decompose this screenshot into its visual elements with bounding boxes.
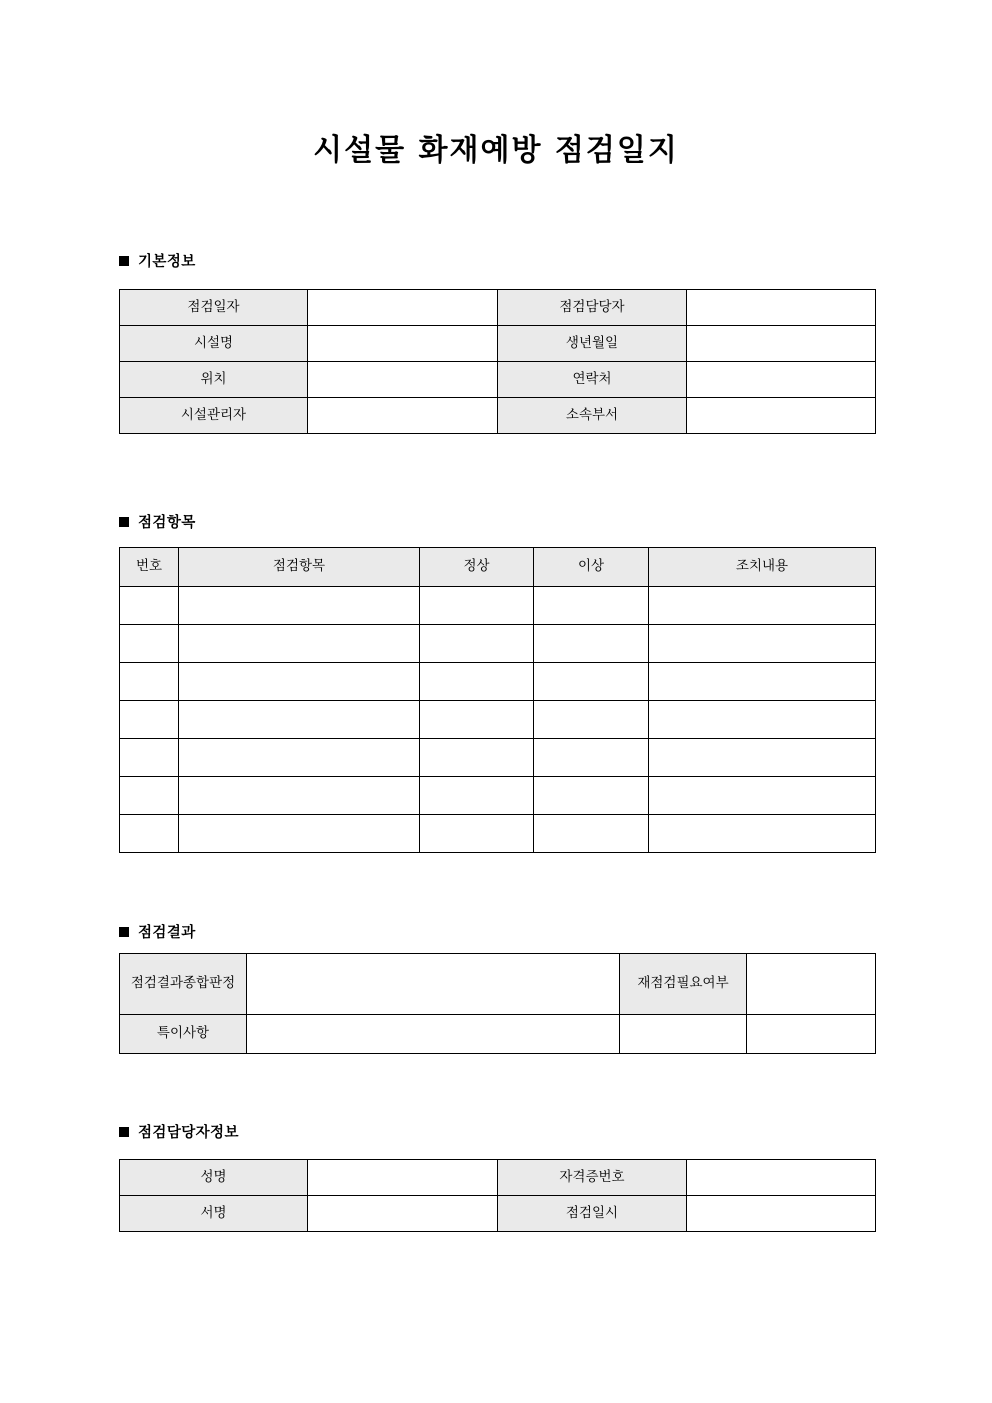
table-row [120, 362, 876, 398]
table-row [120, 954, 876, 1015]
value-facility-name[interactable] [308, 326, 498, 362]
section-heading-inspection-items [119, 511, 196, 532]
value-overall-judgement[interactable] [247, 954, 620, 1015]
table-row [120, 625, 876, 663]
value-contact[interactable] [687, 362, 876, 398]
value-inspection-date[interactable] [308, 290, 498, 326]
cell-normal[interactable] [420, 777, 534, 815]
cell-abnormal[interactable] [534, 587, 649, 625]
cell-no[interactable] [120, 777, 179, 815]
section-heading-label: 점검결과 [138, 925, 196, 941]
cell-no[interactable] [120, 815, 179, 853]
column-header-abnormal: 이상 [534, 548, 649, 587]
table-row [120, 1160, 876, 1196]
table-row [120, 326, 876, 362]
cell-no[interactable] [120, 701, 179, 739]
filled-square-icon [119, 517, 129, 527]
section-heading-label: 기본정보 [138, 254, 196, 270]
section-heading-inspector-info [119, 1121, 239, 1142]
label-inspection-date: 점검일자 [120, 290, 308, 326]
cell-no[interactable] [120, 587, 179, 625]
label-recheck-required: 재점검필요여부 [620, 954, 747, 1015]
inspector-info-table [119, 1159, 876, 1232]
value-department[interactable] [687, 398, 876, 434]
basic-info-table [119, 289, 876, 434]
cell-abnormal[interactable] [534, 777, 649, 815]
table-row [120, 290, 876, 326]
cell-action[interactable] [649, 815, 876, 853]
label-birth-date: 생년월일 [498, 326, 687, 362]
cell-item[interactable] [179, 663, 420, 701]
column-header-normal: 정상 [420, 548, 534, 587]
value-inspection-datetime[interactable] [687, 1196, 876, 1232]
cell-abnormal[interactable] [534, 663, 649, 701]
label-remarks: 특이사항 [120, 1015, 247, 1054]
label-location: 위치 [120, 362, 308, 398]
cell-action[interactable] [649, 739, 876, 777]
table-row [120, 777, 876, 815]
cell-normal[interactable] [420, 815, 534, 853]
cell-action[interactable] [649, 625, 876, 663]
label-signature: 서명 [120, 1196, 308, 1232]
label-license-number: 자격증번호 [498, 1160, 687, 1196]
cell-abnormal[interactable] [534, 815, 649, 853]
cell-action[interactable] [649, 701, 876, 739]
cell-action[interactable] [649, 587, 876, 625]
table-row [120, 739, 876, 777]
filled-square-icon [119, 1127, 129, 1137]
value-remarks-extra-1[interactable] [620, 1015, 747, 1054]
section-heading-inspection-result [119, 921, 196, 942]
cell-action[interactable] [649, 777, 876, 815]
inspection-result-table [119, 953, 876, 1054]
cell-no[interactable] [120, 739, 179, 777]
section-heading-label: 점검담당자정보 [138, 1125, 239, 1141]
cell-no[interactable] [120, 625, 179, 663]
inspection-items-table [119, 547, 876, 853]
value-birth-date[interactable] [687, 326, 876, 362]
label-overall-judgement: 점검결과종합판정 [120, 954, 247, 1015]
filled-square-icon [119, 256, 129, 266]
label-facility-name: 시설명 [120, 326, 308, 362]
table-row [120, 663, 876, 701]
section-heading-label: 점검항목 [138, 515, 196, 531]
page-title: 시설물 화재예방 점검일지 [313, 133, 679, 168]
filled-square-icon [119, 927, 129, 937]
cell-normal[interactable] [420, 739, 534, 777]
cell-action[interactable] [649, 663, 876, 701]
value-location[interactable] [308, 362, 498, 398]
value-recheck-required[interactable] [747, 954, 876, 1015]
cell-no[interactable] [120, 663, 179, 701]
table-row [120, 1196, 876, 1232]
cell-item[interactable] [179, 777, 420, 815]
label-inspector: 점검담당자 [498, 290, 687, 326]
cell-item[interactable] [179, 739, 420, 777]
label-contact: 연락처 [498, 362, 687, 398]
table-row [120, 398, 876, 434]
cell-abnormal[interactable] [534, 625, 649, 663]
cell-item[interactable] [179, 815, 420, 853]
label-name: 성명 [120, 1160, 308, 1196]
table-row [120, 587, 876, 625]
column-header-action: 조치내용 [649, 548, 876, 587]
column-header-no: 번호 [120, 548, 179, 587]
value-remarks-extra-2[interactable] [747, 1015, 876, 1054]
value-remarks[interactable] [247, 1015, 620, 1054]
table-header-row [120, 548, 876, 587]
cell-normal[interactable] [420, 701, 534, 739]
value-inspector[interactable] [687, 290, 876, 326]
table-row [120, 1015, 876, 1054]
table-row [120, 815, 876, 853]
cell-item[interactable] [179, 625, 420, 663]
column-header-item: 점검항목 [179, 548, 420, 587]
cell-normal[interactable] [420, 663, 534, 701]
value-facility-manager[interactable] [308, 398, 498, 434]
cell-normal[interactable] [420, 587, 534, 625]
cell-item[interactable] [179, 701, 420, 739]
value-name[interactable] [308, 1160, 498, 1196]
value-signature[interactable] [308, 1196, 498, 1232]
value-license-number[interactable] [687, 1160, 876, 1196]
table-row [120, 701, 876, 739]
cell-item[interactable] [179, 587, 420, 625]
cell-abnormal[interactable] [534, 739, 649, 777]
section-heading-basic-info [119, 250, 196, 271]
label-department: 소속부서 [498, 398, 687, 434]
cell-normal[interactable] [420, 625, 534, 663]
cell-abnormal[interactable] [534, 701, 649, 739]
label-facility-manager: 시설관리자 [120, 398, 308, 434]
label-inspection-datetime: 점검일시 [498, 1196, 687, 1232]
